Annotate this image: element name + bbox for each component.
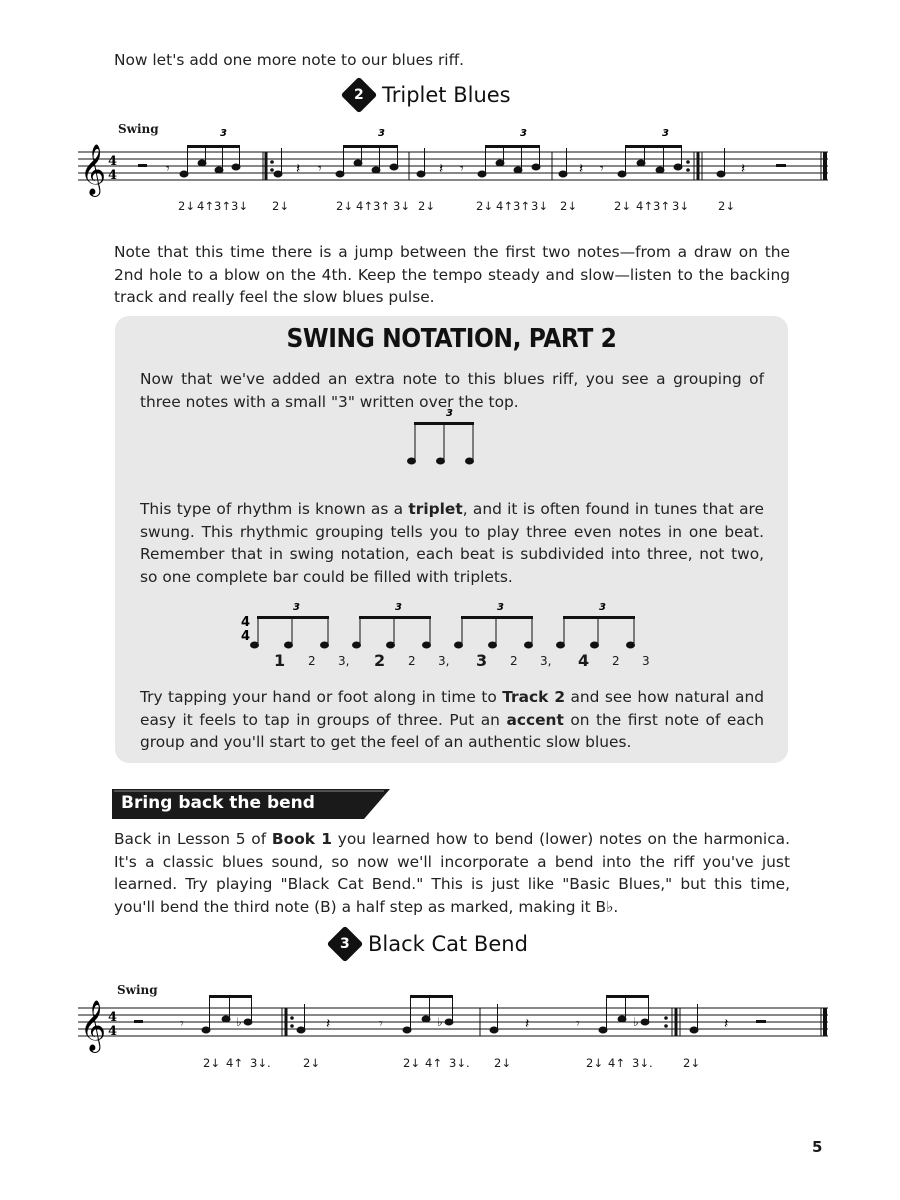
svg-text:3: 3 — [520, 128, 527, 139]
tab-note: 4↑ — [226, 1056, 243, 1070]
svg-text:3: 3 — [293, 602, 300, 613]
treble-clef-icon: 𝄞 — [80, 144, 107, 195]
tab-note: 2↓ — [476, 199, 493, 213]
beat-count: 2 — [510, 654, 518, 668]
svg-text:𝄾: 𝄾 — [180, 1016, 184, 1032]
tab-note: 2↓ — [203, 1056, 220, 1070]
svg-text:𝄽: 𝄽 — [296, 161, 301, 177]
tab-note: 2↓ — [586, 1056, 603, 1070]
tab-note: 3↓ — [393, 199, 410, 213]
song-title-text: Triplet Blues — [382, 83, 511, 107]
box-paragraph-2: This type of rhythm is known as a triplet, and it is often found in tunes that are swung. This rhythmic grouping tells you to play three even notes in one beat. Remember that in swing notation, each beat is subdivided into three, not two, so one complete bar could be filled with triplets. — [140, 500, 765, 586]
svg-text:3: 3 — [662, 128, 669, 139]
svg-text:𝄽: 𝄽 — [724, 1016, 729, 1032]
music-staff-black-cat-bend — [76, 982, 836, 1062]
tab-note: 2↓ — [614, 199, 631, 213]
tab-note: 3↓. — [250, 1056, 271, 1070]
svg-text:4: 4 — [108, 154, 118, 169]
page-number: 5 — [812, 1138, 823, 1156]
beat-count: 3, — [438, 654, 450, 668]
svg-text:4: 4 — [241, 629, 251, 644]
music-staff-triplet-blues — [76, 118, 836, 198]
tab-note: 4↑ — [608, 1056, 625, 1070]
tab-note: 4↑ — [356, 199, 373, 213]
svg-text:𝄾: 𝄾 — [166, 161, 170, 177]
svg-text:𝄾: 𝄾 — [576, 1016, 580, 1032]
svg-text:𝄾: 𝄾 — [600, 161, 604, 177]
beat-count: 3 — [642, 654, 650, 668]
svg-text:4: 4 — [241, 615, 251, 630]
tab-note: 2↓ — [418, 199, 435, 213]
section-heading-text: Bring back the bend — [121, 793, 315, 813]
tab-note: 4↑ — [197, 199, 214, 213]
svg-text:3: 3 — [395, 602, 402, 613]
box-paragraph-3: Try tapping your hand or foot along in time to Track 2 and see how natural and easy it feels to tap in groups of three. Put an accent on the first note of each group and you'll start to get the feel of an authentic slow blues. — [140, 688, 764, 751]
beat-count: 3, — [540, 654, 552, 668]
paragraph-bend: Back in Lesson 5 of Book 1 you learned how to bend (lower) notes on the harmonica. It's a classic blues sound, so now we'll incorporate a bend into the riff you've just learned. Try playing "Black Cat Bend." This is just like "Basic Blues," but this time, you'll bend the third note (B) a half step as marked, making it B♭. — [114, 830, 790, 916]
song-title-black-cat-bend — [332, 931, 528, 957]
svg-text:𝄽: 𝄽 — [326, 1016, 331, 1032]
tab-note: 4↑ — [636, 199, 653, 213]
track-badge: 3 — [327, 926, 364, 963]
tab-note: 3↓ — [531, 199, 548, 213]
svg-text:3: 3 — [378, 128, 385, 139]
beat-count: 2 — [308, 654, 316, 668]
tab-note: 2↓ — [336, 199, 353, 213]
tab-note: 3↓ — [672, 199, 689, 213]
treble-clef-icon: 𝄞 — [80, 1000, 107, 1051]
tempo-marking: Swing — [118, 122, 159, 136]
svg-text:𝄽: 𝄽 — [579, 161, 584, 177]
svg-text:3: 3 — [446, 408, 453, 419]
tab-note: 2↓ — [683, 1056, 700, 1070]
svg-text:♭: ♭ — [437, 1015, 443, 1029]
svg-text:𝄾: 𝄾 — [318, 161, 322, 177]
beat-count: 2 — [408, 654, 416, 668]
tab-note: 2↓ — [560, 199, 577, 213]
svg-text:4: 4 — [108, 168, 118, 183]
tempo-marking: Swing — [117, 983, 158, 997]
section-heading-bring-back-the-bend — [112, 789, 390, 819]
beat-count: 1 — [274, 651, 286, 670]
tab-note: 3↓. — [449, 1056, 470, 1070]
beat-count: 3 — [476, 651, 488, 670]
svg-text:𝄽: 𝄽 — [439, 161, 444, 177]
svg-text:𝄾: 𝄾 — [460, 161, 464, 177]
svg-text:3: 3 — [497, 602, 504, 613]
box-paragraph-1: Now that we've added an extra note to this blues riff, you see a grouping of three notes with a small "3" written over the top. — [140, 370, 764, 411]
tab-note: 3↓ — [231, 199, 248, 213]
tab-note: 3↑ — [373, 199, 390, 213]
svg-text:𝄽: 𝄽 — [741, 161, 746, 177]
tab-note: 2↓ — [178, 199, 195, 213]
tab-note: 3↓. — [632, 1056, 653, 1070]
swing-notation-box — [115, 316, 788, 763]
track-badge: 2 — [341, 77, 378, 114]
tab-note: 2↓ — [494, 1056, 511, 1070]
tab-note: 2↓ — [403, 1056, 420, 1070]
paragraph-jump: Note that this time there is a jump between the first two notes—from a draw on the 2nd hole to a blow on the 4th. Keep the tempo steady and slow—listen to the backing track and really feel the slow blues pulse. — [114, 243, 790, 306]
svg-text:4: 4 — [108, 1024, 118, 1039]
beat-count: 4 — [578, 651, 590, 670]
tab-note: 3↑ — [513, 199, 530, 213]
triplet-bar — [235, 596, 675, 656]
tab-note: 4↑ — [496, 199, 513, 213]
svg-text:♭: ♭ — [236, 1015, 242, 1029]
beat-count: 2 — [374, 651, 386, 670]
svg-text:4: 4 — [108, 1010, 118, 1025]
tab-note: 4↑ — [425, 1056, 442, 1070]
tab-note: 2↓ — [303, 1056, 320, 1070]
box-title: SWING NOTATION, PART 2 — [286, 324, 617, 354]
tab-note: 2↓ — [272, 199, 289, 213]
intro-text: Now let's add one more note to our blues riff. — [114, 51, 465, 69]
tab-note: 3↑ — [653, 199, 670, 213]
triplet-example — [400, 402, 490, 474]
svg-text:𝄾: 𝄾 — [379, 1016, 383, 1032]
song-title-triplet-blues — [346, 82, 511, 108]
song-title-text: Black Cat Bend — [368, 932, 528, 956]
beat-count: 3, — [338, 654, 350, 668]
tab-note: 2↓ — [718, 199, 735, 213]
beat-count: 2 — [612, 654, 620, 668]
tab-note: 3↑ — [214, 199, 231, 213]
svg-text:♭: ♭ — [633, 1015, 639, 1029]
svg-text:3: 3 — [599, 602, 606, 613]
svg-text:3: 3 — [220, 128, 227, 139]
svg-text:𝄽: 𝄽 — [525, 1016, 530, 1032]
